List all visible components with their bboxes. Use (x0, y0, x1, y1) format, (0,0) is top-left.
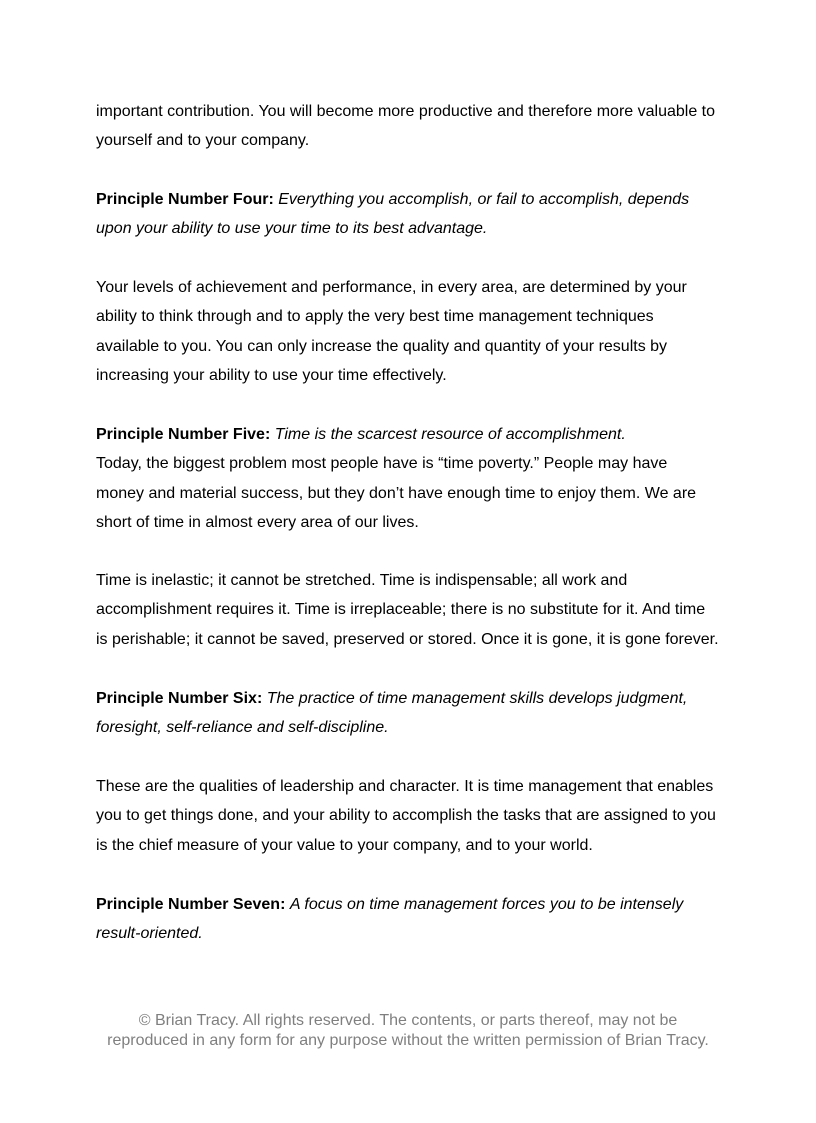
text-line: accomplishment requires it. Time is irreplaceable; there is no substitute for it. And time (96, 601, 706, 619)
copyright-line: © Brian Tracy. All rights reserved. The contents, or parts thereof, may not be (138, 1012, 678, 1029)
text-line: is perishable; it cannot be saved, preserved or stored. Once it is gone, it is gone forever. (96, 630, 719, 648)
principle-five (96, 420, 736, 538)
principle-six (96, 684, 736, 743)
copyright-line: reproduced in any form for any purpose without the written permission of Brian Tracy. (107, 1032, 709, 1049)
copyright-footer (0, 1011, 816, 1051)
text-line: ability to think through and to apply the very best time management techniques (96, 308, 654, 326)
text-line: short of time in almost every area of our lives. (96, 514, 419, 532)
principle-four (96, 185, 736, 244)
principle-statement: Everything you accomplish, or fail to accomplish, depends (278, 191, 690, 208)
principle-statement-continued: foresight, self-reliance and self-discipline. (96, 719, 389, 737)
text-line: Today, the biggest problem most people have is “time poverty.” People may have (96, 455, 668, 473)
principle-statement-continued: result-oriented. (96, 925, 203, 943)
principle-heading: Principle Number Seven: (96, 896, 286, 913)
principle-statement-continued: upon your ability to use your time to its best advantage. (96, 220, 488, 238)
text-line: Your levels of achievement and performance, in every area, are determined by your (96, 279, 687, 296)
paragraph-time-properties (96, 566, 736, 654)
text-line: is the chief measure of your value to your company, and to your world. (96, 836, 593, 854)
text-line: you to get things done, and your ability to accomplish the tasks that are assigned to you (96, 807, 716, 825)
text-line: available to you. You can only increase the quality and quantity of your results by (96, 337, 668, 355)
text-line: yourself and to your company. (96, 132, 310, 150)
principle-statement: A focus on time management forces you to be intensely (289, 896, 684, 913)
text-line: increasing your ability to use your time effectively. (96, 367, 447, 385)
principle-statement: The practice of time management skills develops judgment, (266, 690, 688, 707)
text-line: These are the qualities of leadership and character. It is time management that enables (96, 778, 714, 795)
text-line: Time is inelastic; it cannot be stretched. Time is indispensable; all work and (96, 572, 628, 589)
principle-heading: Principle Number Four: (96, 191, 274, 208)
paragraph-achievement (96, 273, 736, 391)
principle-seven (96, 890, 736, 949)
principle-statement: Time is the scarcest resource of accomplishment. (274, 426, 626, 443)
principle-heading: Principle Number Five: (96, 426, 271, 443)
paragraph-contribution (96, 97, 736, 156)
paragraph-leadership (96, 772, 736, 860)
principle-heading: Principle Number Six: (96, 690, 263, 707)
text-line: money and material success, but they don’t have enough time to enjoy them. We are (96, 484, 697, 502)
text-line: important contribution. You will become more productive and therefore more valuable to (96, 103, 716, 120)
